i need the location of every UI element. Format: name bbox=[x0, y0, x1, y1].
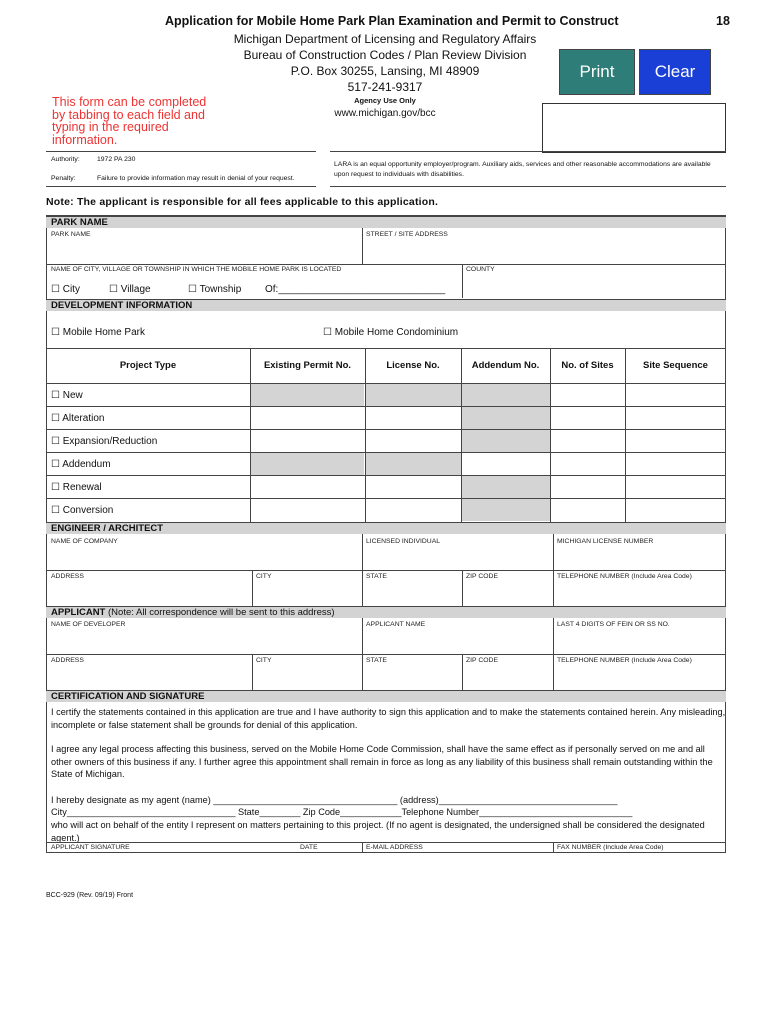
form-instructions: This form can be completed by tabbing to each field and typing in the required information. bbox=[52, 95, 207, 147]
authority-value: 1972 PA 230 bbox=[97, 156, 136, 163]
certification-section-header: CERTIFICATION AND SIGNATURE bbox=[46, 690, 726, 702]
applicant-address-label: ADDRESS bbox=[51, 657, 84, 664]
certification-paragraph-1: I certify the statements contained in this application are true and I have authority to sign this application and to make the statements contained herein. Any misleading, incomplete or false statement shall be grounds for denial of this application. bbox=[51, 707, 726, 730]
new-checkbox[interactable]: ☐ New bbox=[51, 390, 83, 401]
renewal-checkbox[interactable]: ☐ Renewal bbox=[51, 482, 102, 493]
street-input[interactable] bbox=[366, 240, 722, 262]
engineer-section-header: ENGINEER / ARCHITECT bbox=[46, 522, 726, 534]
city-checkbox[interactable]: ☐ City bbox=[51, 284, 80, 295]
engineer-address-label: ADDRESS bbox=[51, 573, 84, 580]
bureau-name: Bureau of Construction Codes / Plan Review Division bbox=[243, 48, 527, 62]
park-name-label: PARK NAME bbox=[51, 231, 91, 238]
form-title: Application for Mobile Home Park Plan Examination and Permit to Construct bbox=[165, 14, 619, 28]
email-label: E-MAIL ADDRESS bbox=[366, 844, 423, 851]
park-section-header: PARK NAME bbox=[46, 216, 726, 228]
engineer-city-label: CITY bbox=[256, 573, 272, 580]
park-name-input[interactable] bbox=[50, 240, 358, 262]
applicant-section-header bbox=[46, 606, 726, 618]
lara-notice: LARA is an equal opportunity employer/program. Auxiliary aids, services and other reasonable accommodations are available upon request to individuals with disabilities. bbox=[334, 161, 711, 178]
agent-designation-line-1[interactable]: I hereby designate as my agent (name) ____________________________________ (address)___________________________________ bbox=[51, 795, 618, 805]
street-label: STREET / SITE ADDRESS bbox=[366, 231, 448, 238]
form-footer: BCC-929 (Rev. 09/19) Front bbox=[46, 892, 134, 899]
agent-designation-line-2[interactable]: City_________________________________ State________ Zip Code____________Telephone Number______________________________ bbox=[51, 807, 633, 817]
engineer-phone-label: TELEPHONE NUMBER (Include Area Code) bbox=[557, 573, 692, 580]
license-number-label: MICHIGAN LICENSE NUMBER bbox=[557, 538, 654, 545]
fein-label: LAST 4 DIGITS OF FEIN OR SS NO. bbox=[557, 621, 670, 628]
addendum-checkbox[interactable]: ☐ Addendum bbox=[51, 459, 111, 470]
developer-name-label: NAME OF DEVELOPER bbox=[51, 621, 126, 628]
phone-number: 517-241-9317 bbox=[347, 80, 423, 94]
of-field[interactable]: Of:______________________________ bbox=[265, 284, 446, 295]
village-checkbox[interactable]: ☐ Village bbox=[109, 284, 151, 295]
expansion-reduction-checkbox[interactable]: ☐ Expansion/Reduction bbox=[51, 436, 158, 447]
project-type-header: Project Type bbox=[119, 360, 177, 371]
authority-label: Authority: bbox=[51, 156, 80, 163]
applicant-city-label: CITY bbox=[256, 657, 272, 664]
development-section-header: DEVELOPMENT INFORMATION bbox=[46, 299, 726, 311]
fees-note: Note: The applicant is responsible for all fees applicable to this application. bbox=[46, 196, 439, 208]
county-input[interactable] bbox=[466, 276, 722, 296]
applicant-signature-label: APPLICANT SIGNATURE bbox=[51, 844, 130, 851]
date-label: DATE bbox=[300, 844, 318, 851]
certification-paragraph-2: I agree any legal process affecting this business, served on the Mobile Home Code Commission, shall have the same effect as if personally served on me and all other owners of this business if any. I further agree this appointment shall remain in force as long as any liability of this business shall remain outstanding within the State of Michigan. bbox=[51, 744, 713, 779]
license-no-header: License No. bbox=[386, 360, 440, 371]
applicant-phone-label: TELEPHONE NUMBER (Include Area Code) bbox=[557, 657, 692, 664]
mobile-home-condo-checkbox[interactable]: ☐ Mobile Home Condominium bbox=[323, 327, 459, 338]
company-name-label: NAME OF COMPANY bbox=[51, 538, 118, 545]
mobile-home-park-checkbox[interactable]: ☐ Mobile Home Park bbox=[51, 327, 145, 338]
agency-use-box bbox=[542, 103, 726, 153]
applicant-state-label: STATE bbox=[366, 657, 387, 664]
project-table-header bbox=[46, 348, 726, 384]
engineer-state-label: STATE bbox=[366, 573, 387, 580]
engineer-zip-label: ZIP CODE bbox=[466, 573, 498, 580]
licensed-individual-label: LICENSED INDIVIDUAL bbox=[366, 538, 441, 545]
applicant-zip-label: ZIP CODE bbox=[466, 657, 498, 664]
page-number: 18 bbox=[716, 14, 730, 28]
department-name: Michigan Department of Licensing and Regulatory Affairs bbox=[233, 32, 537, 46]
penalty-value: Failure to provide information may result in denial of your request. bbox=[97, 175, 295, 182]
county-label: COUNTY bbox=[466, 266, 495, 273]
penalty-label: Penalty: bbox=[51, 175, 76, 182]
applicant-section-title: APPLICANT bbox=[51, 607, 106, 618]
agent-designation-note: who will act on behalf of the entity I represent on matters pertaining to this project. (If no agent is designated, the undersigned shall be considered the designated agent.) bbox=[51, 820, 705, 843]
existing-permit-header: Existing Permit No. bbox=[263, 360, 352, 371]
print-button[interactable]: Print bbox=[559, 49, 635, 95]
alteration-checkbox[interactable]: ☐ Alteration bbox=[51, 413, 105, 424]
applicant-name-label: APPLICANT NAME bbox=[366, 621, 426, 628]
site-sequence-header: Site Sequence bbox=[643, 360, 708, 371]
conversion-checkbox[interactable]: ☐ Conversion bbox=[51, 505, 114, 516]
city-name-label: NAME OF CITY, VILLAGE OR TOWNSHIP IN WHICH THE MOBILE HOME PARK IS LOCATED bbox=[51, 266, 342, 273]
website: www.michigan.gov/bcc bbox=[334, 108, 436, 119]
mailing-address: P.O. Box 30255, Lansing, MI 48909 bbox=[290, 64, 480, 78]
clear-button[interactable]: Clear bbox=[639, 49, 711, 95]
addendum-no-header: Addendum No. bbox=[471, 360, 540, 371]
fax-label: FAX NUMBER (Include Area Code) bbox=[557, 844, 664, 851]
township-checkbox[interactable]: ☐ Township bbox=[188, 284, 242, 295]
no-of-sites-header: No. of Sites bbox=[561, 360, 614, 371]
applicant-section-note: (Note: All correspondence will be sent to this address) bbox=[105, 607, 335, 618]
agency-use-label: Agency Use Only bbox=[354, 96, 416, 105]
